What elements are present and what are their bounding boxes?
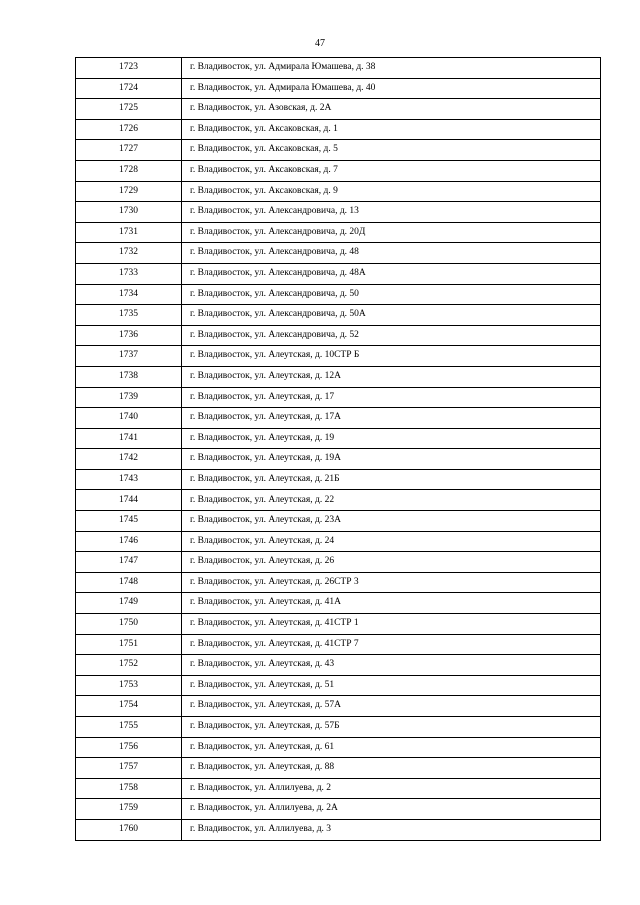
row-address: г. Владивосток, ул. Алеутская, д. 17А	[182, 408, 601, 429]
table-row	[76, 469, 601, 490]
row-number: 1746	[76, 531, 182, 552]
row-address: г. Владивосток, ул. Александровича, д. 52	[182, 325, 601, 346]
row-address: г. Владивосток, ул. Алеутская, д. 61	[182, 737, 601, 758]
row-address: г. Владивосток, ул. Александровича, д. 20Д	[182, 222, 601, 243]
row-number: 1738	[76, 366, 182, 387]
row-address: г. Владивосток, ул. Алеутская, д. 21Б	[182, 469, 601, 490]
row-number: 1751	[76, 634, 182, 655]
row-address: г. Владивосток, ул. Аллилуева, д. 2А	[182, 799, 601, 820]
row-address: г. Владивосток, ул. Алеутская, д. 41А	[182, 593, 601, 614]
table-row	[76, 366, 601, 387]
row-number: 1744	[76, 490, 182, 511]
row-number: 1725	[76, 99, 182, 120]
row-number: 1724	[76, 78, 182, 99]
row-number: 1741	[76, 428, 182, 449]
address-table	[75, 57, 601, 841]
row-address: г. Владивосток, ул. Алеутская, д. 19	[182, 428, 601, 449]
row-address: г. Владивосток, ул. Александровича, д. 50А	[182, 305, 601, 326]
row-address: г. Владивосток, ул. Алеутская, д. 22	[182, 490, 601, 511]
row-number: 1743	[76, 469, 182, 490]
table-row	[76, 181, 601, 202]
table-row	[76, 819, 601, 840]
row-number: 1736	[76, 325, 182, 346]
row-number: 1740	[76, 408, 182, 429]
row-number: 1752	[76, 655, 182, 676]
row-address: г. Владивосток, ул. Алеутская, д. 88	[182, 758, 601, 779]
row-number: 1745	[76, 511, 182, 532]
row-address: г. Владивосток, ул. Азовская, д. 2А	[182, 99, 601, 120]
table-row	[76, 243, 601, 264]
row-number: 1759	[76, 799, 182, 820]
table-row	[76, 737, 601, 758]
table-row	[76, 552, 601, 573]
row-number: 1723	[76, 58, 182, 79]
table-row	[76, 284, 601, 305]
row-address: г. Владивосток, ул. Аллилуева, д. 2	[182, 778, 601, 799]
row-address: г. Владивосток, ул. Аксаковская, д. 1	[182, 119, 601, 140]
table-row	[76, 305, 601, 326]
row-address: г. Владивосток, ул. Александровича, д. 50	[182, 284, 601, 305]
table-row	[76, 799, 601, 820]
row-address: г. Владивосток, ул. Алеутская, д. 57Б	[182, 717, 601, 738]
row-address: г. Владивосток, ул. Алеутская, д. 41СТР 7	[182, 634, 601, 655]
row-number: 1747	[76, 552, 182, 573]
row-address: г. Владивосток, ул. Алеутская, д. 51	[182, 675, 601, 696]
row-address: г. Владивосток, ул. Александровича, д. 13	[182, 202, 601, 223]
row-address: г. Владивосток, ул. Алеутская, д. 19А	[182, 449, 601, 470]
row-number: 1733	[76, 263, 182, 284]
table-row	[76, 160, 601, 181]
row-address: г. Владивосток, ул. Алеутская, д. 12А	[182, 366, 601, 387]
row-number: 1758	[76, 778, 182, 799]
row-number: 1731	[76, 222, 182, 243]
row-number: 1753	[76, 675, 182, 696]
table-row	[76, 696, 601, 717]
table-row	[76, 511, 601, 532]
row-address: г. Владивосток, ул. Аллилуева, д. 3	[182, 819, 601, 840]
table-row	[76, 428, 601, 449]
row-number: 1739	[76, 387, 182, 408]
row-number: 1737	[76, 346, 182, 367]
table-row	[76, 490, 601, 511]
table-row	[76, 263, 601, 284]
row-address: г. Владивосток, ул. Алеутская, д. 26	[182, 552, 601, 573]
table-row	[76, 778, 601, 799]
row-number: 1742	[76, 449, 182, 470]
row-number: 1756	[76, 737, 182, 758]
table-row	[76, 408, 601, 429]
table-row	[76, 58, 601, 79]
table-row	[76, 634, 601, 655]
table-row	[76, 593, 601, 614]
row-address: г. Владивосток, ул. Александровича, д. 48А	[182, 263, 601, 284]
row-number: 1734	[76, 284, 182, 305]
row-number: 1728	[76, 160, 182, 181]
row-address: г. Владивосток, ул. Алеутская, д. 43	[182, 655, 601, 676]
table-row	[76, 675, 601, 696]
table-row	[76, 119, 601, 140]
table-row	[76, 325, 601, 346]
table-row	[76, 449, 601, 470]
table-row	[76, 572, 601, 593]
row-number: 1729	[76, 181, 182, 202]
row-address: г. Владивосток, ул. Алеутская, д. 17	[182, 387, 601, 408]
row-address: г. Владивосток, ул. Алеутская, д. 24	[182, 531, 601, 552]
row-address: г. Владивосток, ул. Аксаковская, д. 7	[182, 160, 601, 181]
table-row	[76, 387, 601, 408]
row-address: г. Владивосток, ул. Адмирала Юмашева, д. 38	[182, 58, 601, 79]
row-number: 1735	[76, 305, 182, 326]
row-number: 1748	[76, 572, 182, 593]
row-address: г. Владивосток, ул. Аксаковская, д. 5	[182, 140, 601, 161]
table-row	[76, 346, 601, 367]
row-address: г. Владивосток, ул. Адмирала Юмашева, д. 40	[182, 78, 601, 99]
table-row	[76, 758, 601, 779]
table-row	[76, 78, 601, 99]
row-address: г. Владивосток, ул. Аксаковская, д. 9	[182, 181, 601, 202]
row-address: г. Владивосток, ул. Алеутская, д. 57А	[182, 696, 601, 717]
table-row	[76, 140, 601, 161]
row-number: 1749	[76, 593, 182, 614]
row-number: 1754	[76, 696, 182, 717]
row-number: 1730	[76, 202, 182, 223]
row-address: г. Владивосток, ул. Алеутская, д. 41СТР 1	[182, 614, 601, 635]
row-address: г. Владивосток, ул. Алеутская, д. 10СТР Б	[182, 346, 601, 367]
row-address: г. Владивосток, ул. Александровича, д. 48	[182, 243, 601, 264]
table-row	[76, 655, 601, 676]
table-row	[76, 222, 601, 243]
table-row	[76, 614, 601, 635]
row-address: г. Владивосток, ул. Алеутская, д. 23А	[182, 511, 601, 532]
row-number: 1727	[76, 140, 182, 161]
row-number: 1726	[76, 119, 182, 140]
row-address: г. Владивосток, ул. Алеутская, д. 26СТР 3	[182, 572, 601, 593]
row-number: 1755	[76, 717, 182, 738]
table-row	[76, 717, 601, 738]
row-number: 1760	[76, 819, 182, 840]
row-number: 1732	[76, 243, 182, 264]
table-row	[76, 202, 601, 223]
table-body	[76, 58, 601, 841]
table-row	[76, 99, 601, 120]
row-number: 1757	[76, 758, 182, 779]
page-number: 47	[315, 38, 325, 49]
row-number: 1750	[76, 614, 182, 635]
table-row	[76, 531, 601, 552]
